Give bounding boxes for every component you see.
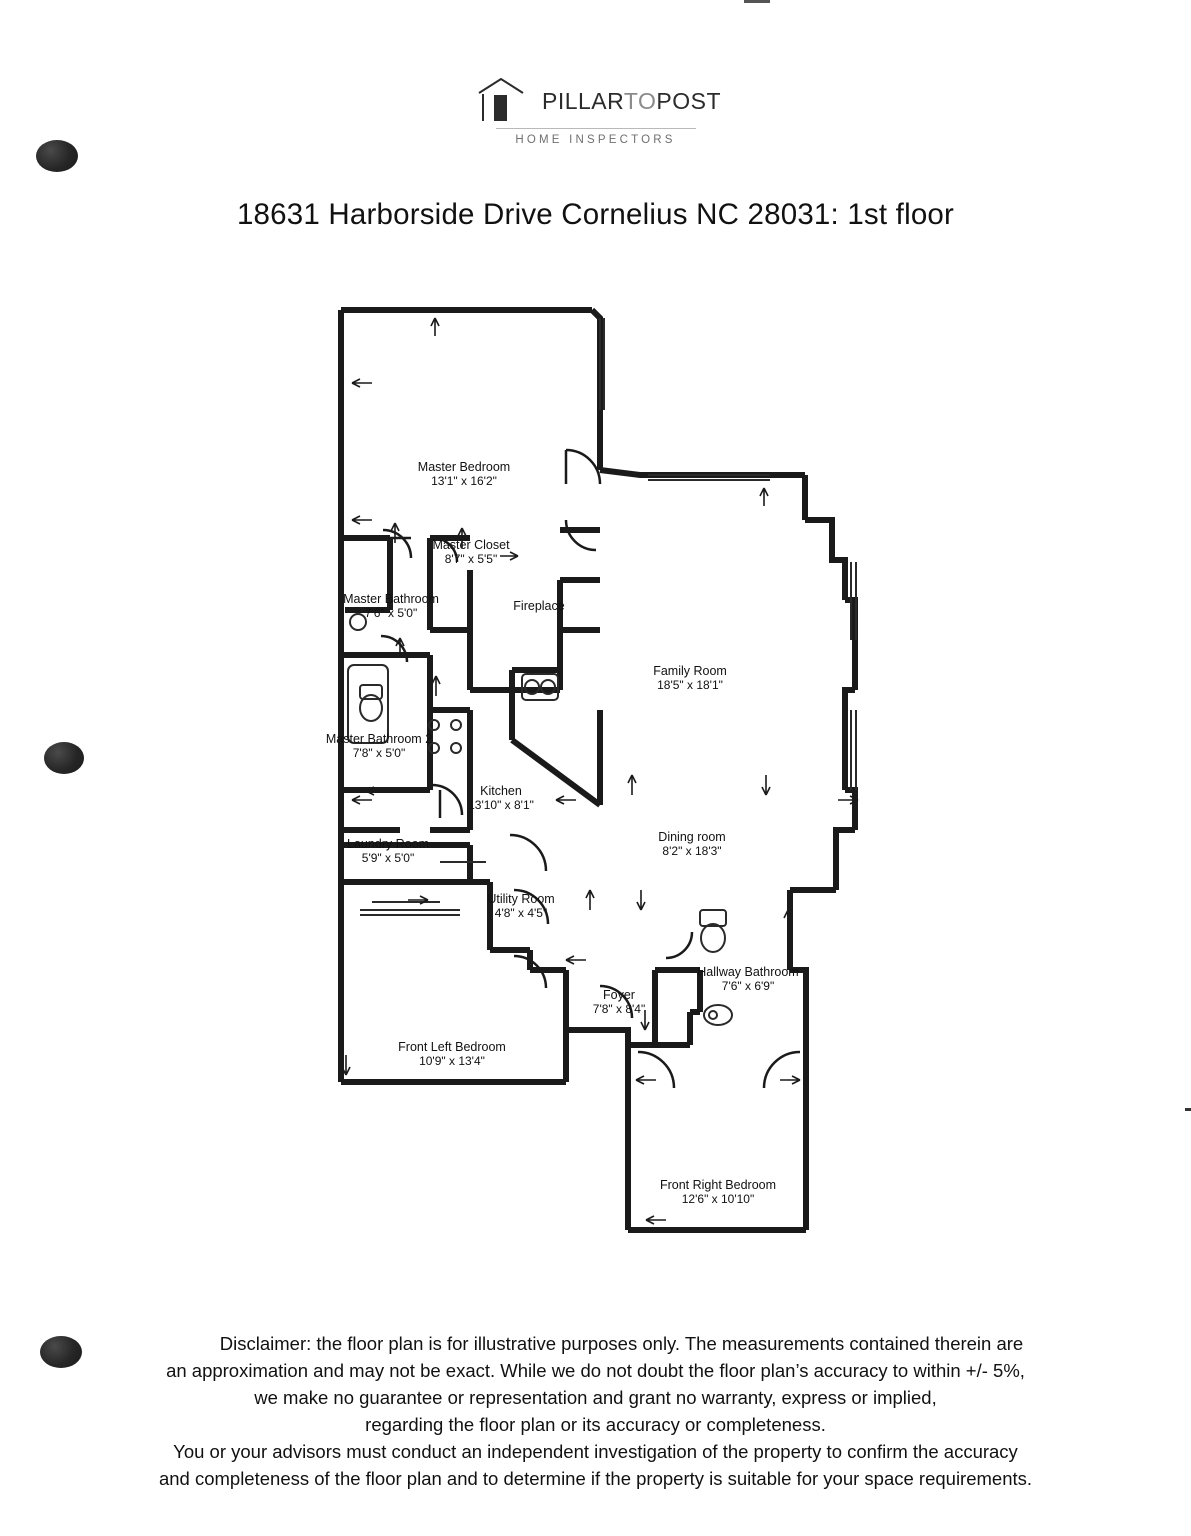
room-dimensions: 7'6" x 5'0" — [364, 606, 418, 620]
room-name: Hallway Bathroom — [697, 965, 799, 979]
disclaimer-line-6: and completeness of the floor plan and to determine if the property is suitable for your space requirements. — [158, 1468, 1033, 1489]
room-dimensions: 4'8" x 4'5" — [494, 906, 548, 920]
company-logo — [0, 78, 1191, 146]
floor-plan-drawing — [0, 270, 1191, 1260]
room-dimensions: 7'6" x 6'9" — [721, 979, 775, 993]
house-outline-icon — [470, 78, 532, 124]
logo-brand-part1: PILLAR — [541, 87, 624, 114]
room-name: Dining room — [658, 830, 726, 844]
room-name: Family Room — [653, 664, 727, 678]
disclaimer-line-2: an approximation and may not be exact. While we do not doubt the floor plan’s accuracy to within +/- 5%, — [166, 1360, 1025, 1381]
room-name: Master Closet — [432, 538, 510, 552]
room-dimensions: 10'9" x 13'4" — [419, 1054, 485, 1068]
room-dimensions: 13'1" x 16'2" — [431, 474, 497, 488]
room-name: Front Right Bedroom — [659, 1178, 777, 1192]
page-title: 18631 Harborside Drive Cornelius NC 28031: 1st floor — [236, 198, 955, 231]
room-name: Foyer — [603, 988, 635, 1002]
logo-brand-part2: POST — [656, 87, 721, 114]
logo-tagline: HOME INSPECTORS — [496, 128, 696, 146]
logo-wordmark — [542, 88, 721, 115]
room-name: Utility Room — [487, 892, 555, 906]
room-name: Laundry Room — [347, 837, 429, 851]
room-dimensions: 8'7" x 5'5" — [444, 552, 498, 566]
room-name: Master Bathroom — [343, 592, 439, 606]
page-edge-mark-top — [744, 0, 770, 3]
logo-brand-to: TO — [623, 87, 657, 114]
room-dimensions: 12'6" x 10'10" — [681, 1192, 755, 1206]
room-dimensions: 18'5" x 18'1" — [657, 678, 723, 692]
room-name: Kitchen — [480, 784, 522, 798]
room-name: Master Bedroom — [417, 460, 511, 474]
room-name: Front Left Bedroom — [398, 1040, 506, 1054]
room-dimensions: 13'10" x 8'1" — [468, 798, 534, 812]
room-name: Master Bathroom 2 — [325, 732, 433, 746]
disclaimer-line-5: You or your advisors must conduct an independent investigation of the property to confirm the accuracy — [173, 1441, 1018, 1462]
disclaimer-line-1: Disclaimer: the floor plan is for illustrative purposes only. The measurements contained therein are — [219, 1333, 1024, 1354]
room-name: Fireplace — [513, 599, 565, 613]
disclaimer-line-4: regarding the floor plan or its accuracy or completeness. — [365, 1414, 826, 1435]
room-dimensions: 7'8" x 8'4" — [592, 1002, 646, 1016]
room-dimensions: 8'2" x 18'3" — [662, 844, 722, 858]
disclaimer-line-3: we make no guarantee or representation and grant no warranty, express or implied, — [254, 1387, 937, 1408]
logo-row — [470, 78, 721, 124]
room-dimensions: 5'9" x 5'0" — [361, 851, 415, 865]
disclaimer-text — [40, 1330, 1151, 1492]
room-dimensions: 7'8" x 5'0" — [352, 746, 406, 760]
